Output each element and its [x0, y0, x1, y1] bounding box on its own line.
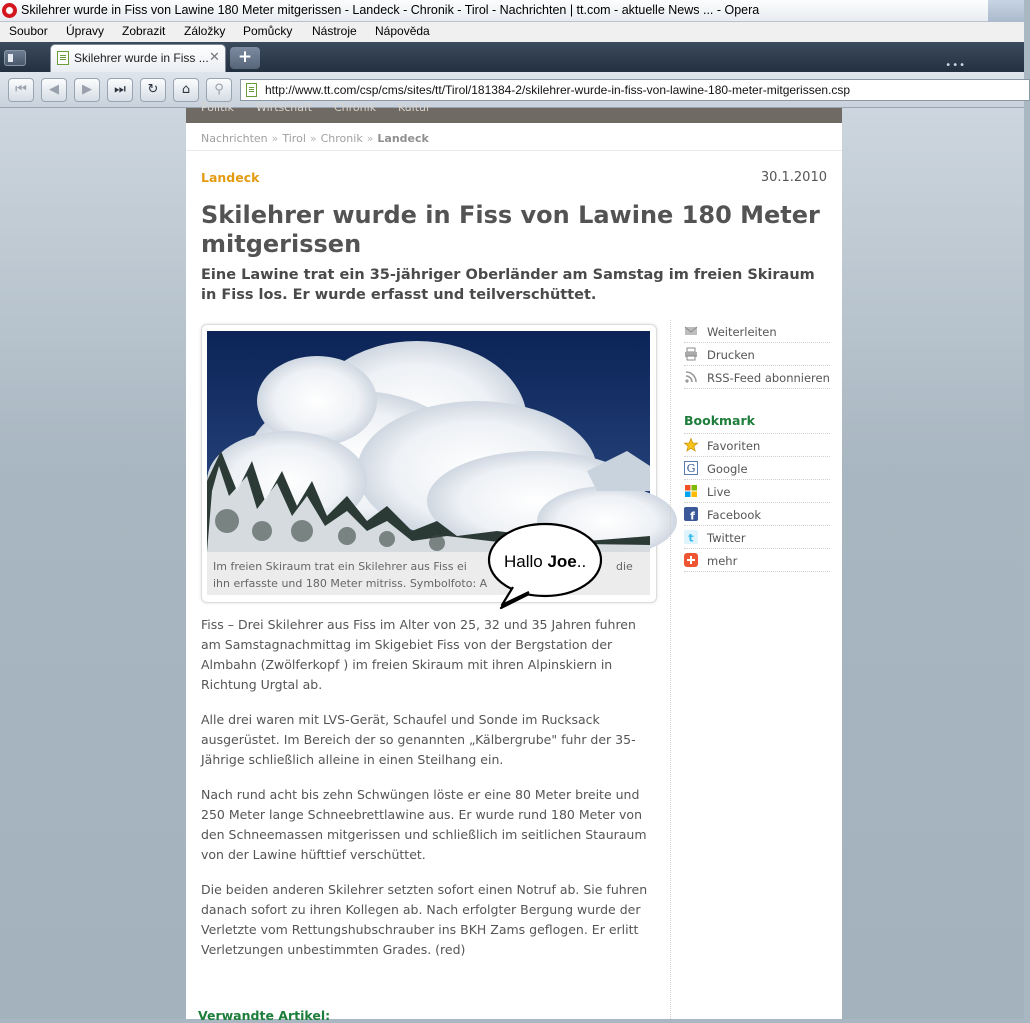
rss-icon	[684, 370, 698, 384]
breadcrumb-current: Landeck	[377, 132, 429, 145]
menu-napoveda[interactable]: Nápověda	[375, 24, 430, 38]
window-titlebar[interactable]	[0, 0, 1024, 22]
article-page	[186, 101, 842, 1023]
breadcrumb-tirol[interactable]: Tirol	[282, 132, 306, 145]
rewind-button[interactable]: ⏮	[8, 78, 34, 102]
article-region[interactable]: Landeck	[201, 170, 260, 185]
svg-text:t: t	[688, 531, 694, 545]
address-field[interactable]	[240, 79, 1030, 101]
wand-button[interactable]: ⚲	[206, 78, 232, 102]
tab-active[interactable]	[50, 44, 226, 72]
page-icon	[246, 83, 257, 97]
sidebar-rss[interactable]: RSS-Feed abonnieren	[684, 366, 830, 389]
bookmark-live[interactable]: Live	[684, 480, 830, 503]
menu-bar	[0, 22, 1024, 42]
svg-text:G: G	[686, 462, 696, 475]
tab-bar	[0, 42, 1024, 72]
plus-icon	[684, 553, 698, 567]
article-paragraph: Die beiden anderen Skilehrer setzten sofort einen Notruf ab. Sie fuhren danach sofort zu ihren Kollegen ab. Nach erfolgter Bergung wurde der Verletzte vom Rettungshubschrauber ins BKH Zams geflogen. Er erlitt Verletzungen unbestimmten Grades. (red)	[201, 882, 648, 957]
forward-button[interactable]: ▶	[74, 78, 100, 102]
speech-bubble	[486, 521, 604, 603]
article-paragraph: Alle drei waren mit LVS-Gerät, Schaufel und Sonde im Rucksack ausgerüstet. Im Bereich der so genannten „Kälbergrube" fuhr der 35-Jährige schließlich alleine in einen Steilhang ein.	[201, 712, 636, 767]
bookmark-mehr[interactable]: mehr	[684, 549, 830, 572]
site-nav-kultur[interactable]: Kultur	[398, 101, 431, 114]
article-lead: Eine Lawine trat ein 35-jähriger Oberländer am Samstag im freien Skiraum in Fiss los. Er wurde erfasst und teilverschüttet.	[201, 267, 815, 303]
facebook-icon	[684, 507, 698, 521]
envelope-icon	[684, 324, 698, 338]
address-url[interactable]: http://www.tt.com/csp/cms/sites/tt/Tirol/181384-2/skilehrer-wurde-in-fiss-von-lawine-180-meter-mitgerissen.csp	[265, 83, 851, 97]
menu-soubor[interactable]: Soubor	[9, 24, 48, 38]
windows-live-icon	[684, 484, 698, 498]
home-button[interactable]: ⌂	[173, 78, 199, 102]
svg-text:f: f	[690, 509, 695, 523]
site-nav-chronik[interactable]: Chronik	[334, 101, 377, 114]
menu-nastroje[interactable]: Nástroje	[312, 24, 357, 38]
menu-pomucky[interactable]: Pomůcky	[243, 24, 293, 38]
back-button[interactable]: ◀	[41, 78, 67, 102]
panel-toggle-button[interactable]	[4, 50, 26, 66]
navigation-toolbar	[0, 72, 1024, 108]
article-paragraph: Nach rund acht bis zehn Schwüngen löste er eine 80 Meter breite und 250 Meter lange Schneebrettlawine aus. Er wurde rund 180 Meter von den Schneemassen mitgerissen und schließlich im seitlichen Stauraum von der Lawine hüfttief verschüttet.	[201, 787, 647, 862]
article-paragraph: Fiss – Drei Skilehrer aus Fiss im Alter von 25, 32 und 35 Jahren fuhren am Samstagnachmittag im Skigebiet Fiss von der Bergstation der Almbahn (Zwölferkopf ) im freien Skiraum mit ihren Alpinskiern in Richtung Urgtal ab.	[201, 617, 636, 692]
window-title: Skilehrer wurde in Fiss von Lawine 180 Meter mitgerissen - Landeck - Chronik - Tirol - Nachrichten | tt.com - aktuelle News ... - Opera	[21, 3, 760, 17]
new-tab-button[interactable]: +	[230, 47, 260, 69]
google-icon	[684, 461, 698, 475]
breadcrumb-nachrichten[interactable]: Nachrichten	[201, 132, 268, 145]
breadcrumb: Nachrichten » Tirol » Chronik » Landeck	[201, 132, 429, 145]
page-viewport[interactable]	[0, 101, 1024, 1023]
bookmark-twitter[interactable]: t Twitter	[684, 526, 830, 549]
site-nav-politik[interactable]: Politik	[201, 101, 234, 114]
breadcrumb-divider	[186, 150, 842, 151]
opera-logo-icon	[2, 3, 17, 18]
fast-forward-button[interactable]: ⏭	[107, 78, 133, 102]
sidebar-drucken[interactable]: Drucken	[684, 343, 830, 366]
tab-overflow-icon[interactable]: •••	[945, 60, 966, 71]
menu-zalozky[interactable]: Záložky	[184, 24, 226, 38]
site-nav-wirtschaft[interactable]: Wirtschaft	[256, 101, 313, 114]
column-divider	[670, 320, 671, 1019]
bookmark-heading: Bookmark	[684, 413, 755, 428]
site-nav	[186, 101, 842, 123]
tab-label: Skilehrer wurde in Fiss ...	[74, 51, 209, 65]
window-controls[interactable]	[988, 0, 1024, 22]
article-body	[201, 615, 651, 975]
article-date: 30.1.2010	[760, 170, 827, 185]
reload-button[interactable]: ↻	[140, 78, 166, 102]
bookmark-facebook[interactable]: f Facebook	[684, 503, 830, 526]
bookmark-favoriten[interactable]: Favoriten	[684, 434, 830, 457]
menu-zobrazit[interactable]: Zobrazit	[122, 24, 166, 38]
speech-bubble-text: Hallo Joe..	[504, 552, 587, 571]
tab-close-icon[interactable]: ✕	[209, 50, 220, 65]
star-icon	[684, 438, 698, 452]
avalanche-photo[interactable]	[207, 331, 650, 552]
menu-upravy[interactable]: Úpravy	[66, 24, 105, 38]
page-favicon-icon	[57, 51, 69, 65]
article-headline: Skilehrer wurde in Fiss von Lawine 180 Meter mitgerissen	[201, 201, 820, 258]
photo-caption: Im freien Skiraum trat ein Skilehrer aus Fiss ei die ihn erfasste und 180 Meter mitriss. Symbolfoto: A	[213, 560, 633, 590]
sidebar-weiterleiten[interactable]: Weiterleiten	[684, 320, 830, 343]
bookmark-google[interactable]: G Google	[684, 457, 830, 480]
twitter-icon	[684, 530, 698, 544]
related-articles-heading: Verwandte Artikel:	[198, 1008, 331, 1023]
article-sidebar	[684, 320, 830, 572]
printer-icon	[684, 347, 698, 361]
breadcrumb-chronik[interactable]: Chronik	[320, 132, 363, 145]
